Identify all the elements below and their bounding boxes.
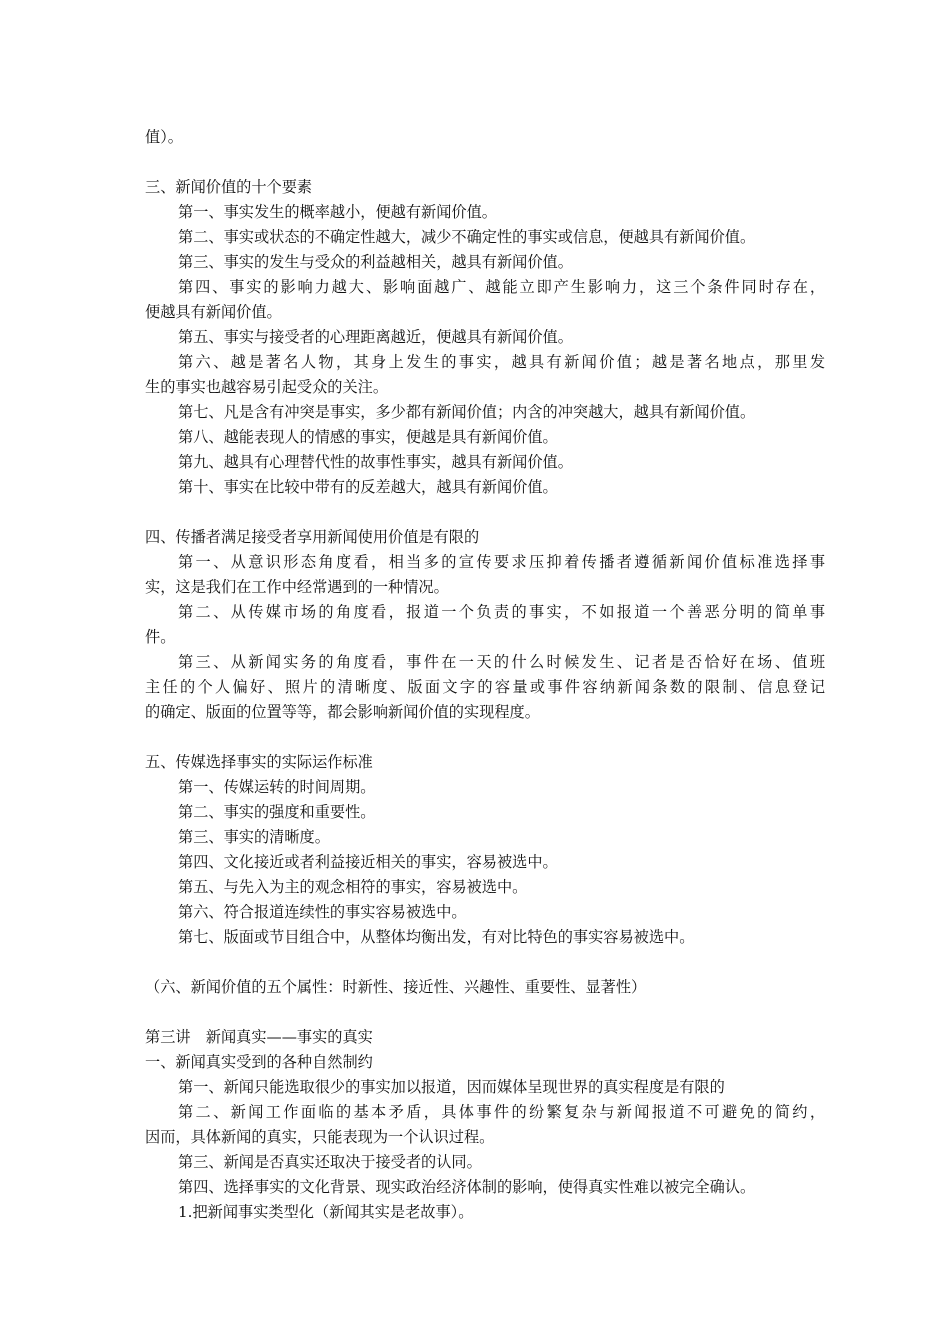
text-line: 第七、凡是含有冲突是事实，多少都有新闻价值；内含的冲突越大，越具有新闻价值。 (178, 403, 756, 421)
text-line: 第一、从意识形态角度看，相当多的宣传要求压抑着传播者遵循新闻价值标准选择事 (178, 553, 825, 571)
section-heading: 五、传媒选择事实的实际运作标准 (145, 753, 373, 771)
text-line: 第一、事实发生的概率越小，便越有新闻价值。 (178, 203, 497, 221)
text-line: 1.把新闻事实类型化（新闻其实是老故事）。 (178, 1203, 474, 1221)
text-line: 第二、新闻工作面临的基本矛盾，具体事件的纷繁复杂与新闻报道不可避免的简约， (178, 1103, 825, 1121)
text-line: 第十、事实在比较中带有的反差越大，越具有新闻价值。 (178, 478, 558, 496)
section-heading: 三、新闻价值的十个要素 (145, 178, 313, 196)
text-line: 主任的个人偏好、照片的清晰度、版面文字的容量或事件容纳新闻条数的限制、信息登记 (145, 678, 825, 696)
text-line: 第四、选择事实的文化背景、现实政治经济体制的影响，使得真实性难以被完全确认。 (178, 1178, 756, 1196)
text-line: 第一、新闻只能选取很少的事实加以报道，因而媒体呈现世界的真实程度是有限的 (178, 1078, 725, 1096)
text-line: 生的事实也越容易引起受众的关注。 (145, 378, 388, 396)
text-line: 第五、事实与接受者的心理距离越近，便越具有新闻价值。 (178, 328, 573, 346)
text-line: 第四、事实的影响力越大、影响面越广、越能立即产生影响力，这三个条件同时存在， (178, 278, 825, 296)
text-line: 第四、文化接近或者利益接近相关的事实，容易被选中。 (178, 853, 558, 871)
note-line: （六、新闻价值的五个属性：时新性、接近性、兴趣性、重要性、显著性） (145, 978, 647, 996)
text-line: 第六、符合报道连续性的事实容易被选中。 (178, 903, 467, 921)
lecture-title: 第三讲 新闻真实——事实的真实 (145, 1028, 373, 1046)
text-line: 便越具有新闻价值。 (145, 303, 282, 321)
text-line: 第五、与先入为主的观念相符的事实，容易被选中。 (178, 878, 528, 896)
text-line: 实，这是我们在工作中经常遇到的一种情况。 (145, 578, 449, 596)
section-heading: 一、新闻真实受到的各种自然制约 (145, 1053, 373, 1071)
section-heading: 四、传播者满足接受者享用新闻使用价值是有限的 (145, 528, 480, 546)
text-line: 第八、越能表现人的情感的事实，便越是具有新闻价值。 (178, 428, 558, 446)
text-line: 第二、事实的强度和重要性。 (178, 803, 376, 821)
text-line: 第三、事实的发生与受众的利益越相关，越具有新闻价值。 (178, 253, 573, 271)
text-line: 第六、越是著名人物，其身上发生的事实，越具有新闻价值；越是著名地点，那里发 (178, 353, 825, 371)
text-line: 因而，具体新闻的真实，只能表现为一个认识过程。 (145, 1128, 495, 1146)
text-line: 第九、越具有心理替代性的故事性事实，越具有新闻价值。 (178, 453, 573, 471)
text-line: 第三、新闻是否真实还取决于接受者的认同。 (178, 1153, 482, 1171)
text-line: 第二、事实或状态的不确定性越大，减少不确定性的事实或信息，便越具有新闻价值。 (178, 228, 756, 246)
text-line: 件。 (145, 628, 176, 646)
text-line: 第二、从传媒市场的角度看，报道一个负责的事实，不如报道一个善恶分明的简单事 (178, 603, 825, 621)
text-line: 第七、版面或节目组合中，从整体均衡出发，有对比特色的事实容易被选中。 (178, 928, 695, 946)
text-line: 值）。 (145, 128, 183, 146)
text-line: 的确定、版面的位置等等，都会影响新闻价值的实现程度。 (145, 703, 540, 721)
text-line: 第三、从新闻实务的角度看，事件在一天的什么时候发生、记者是否恰好在场、值班 (178, 653, 825, 671)
text-line: 第一、传媒运转的时间周期。 (178, 778, 376, 796)
text-line: 第三、事实的清晰度。 (178, 828, 330, 846)
